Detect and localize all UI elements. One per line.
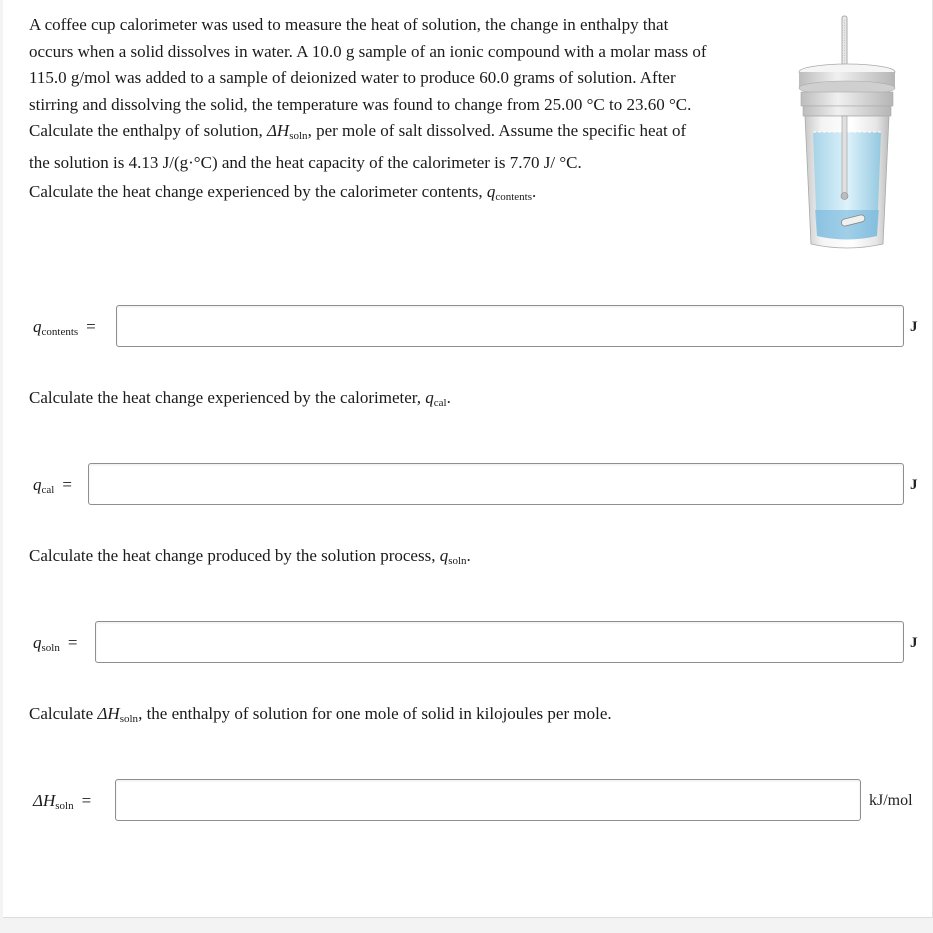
q-contents-input[interactable] <box>116 305 904 347</box>
delta-h-soln-label: $\Delta H_{soln}$ = <box>33 791 92 812</box>
problem-statement: A coffee cup calorimeter was used to measure the heat of solution, the change in enthalpy that occurs when a solid dissolves in water. A 10.0 g sample of an ionic compound with a molar mass of 115.0 g/mol was added to a sample of deionized water to produce 60.0 grams of solution. After stirring and dissolving the solid, the temperature was found to change from 25.00 °C to 23.60 °C. Calculate the enthalpy of solution, $\Delta H_{soln}$, per mole of salt dissolved. Assume the specific heat of the solution is 4.13 J/(g·°C) and the heat capacity of the calorimeter is 7.70 J/ °C. <box>29 15 707 172</box>
delta-h-soln-row <box>29 779 929 823</box>
question-2-prompt: Calculate the heat change experienced by the calorimeter, $q_{cal}$. <box>29 388 451 409</box>
coffee-cup-calorimeter-icon <box>791 14 907 254</box>
q-soln-input[interactable] <box>95 621 904 663</box>
q-cal-label: $q_{cal}$ = <box>33 475 72 496</box>
question-1-prompt: Calculate the heat change experienced by the calorimeter contents, $q_{contents}$. <box>29 182 537 203</box>
q-contents-unit: J <box>910 319 918 335</box>
q-cal-unit: J <box>910 477 918 493</box>
question-card <box>3 0 933 918</box>
q-contents-row <box>29 305 929 349</box>
q-soln-row <box>29 621 929 665</box>
delta-h-soln-input[interactable] <box>115 779 861 821</box>
q-soln-unit: J <box>910 635 918 651</box>
question-3-prompt: Calculate the heat change produced by the solution process, $q_{soln}$. <box>29 546 471 567</box>
q-soln-label: $q_{soln}$ = <box>33 633 78 654</box>
question-4-prompt: Calculate $\Delta H_{soln}$, the enthalpy of solution for one mole of solid in kilojoules per mole. <box>29 704 612 725</box>
q-cal-input[interactable] <box>88 463 904 505</box>
delta-h-soln-unit: kJ/mol <box>869 792 913 809</box>
delta-h-symbol: $\Delta H_{soln}$ <box>266 121 308 143</box>
q-contents-label: $q_{contents}$ = <box>33 317 96 338</box>
q-cal-row <box>29 463 929 507</box>
